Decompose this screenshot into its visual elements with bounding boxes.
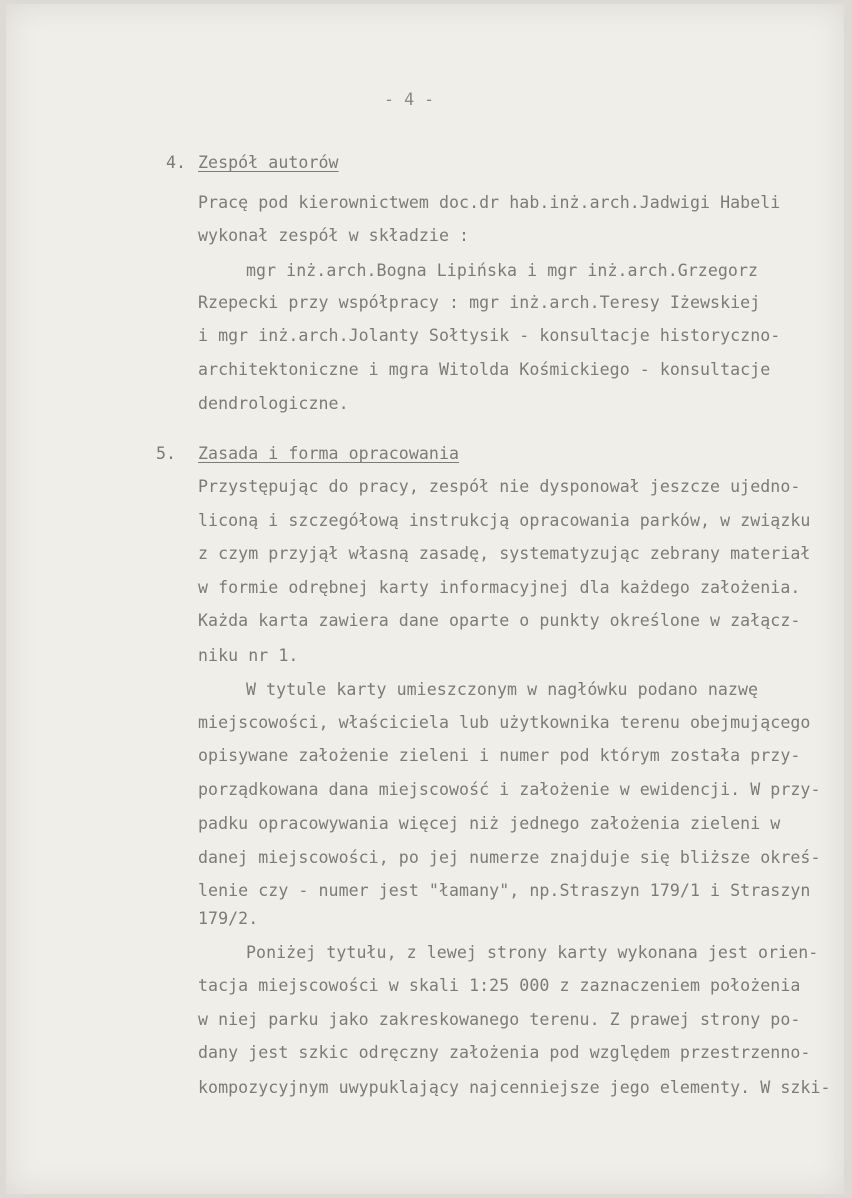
text-line: Przystępując do pracy, zespół nie dysponował jeszcze ujedno- xyxy=(198,477,801,496)
text-line: Poniżej tytułu, z lewej strony karty wykonana jest orien- xyxy=(246,943,819,962)
section-5-number: 5. xyxy=(156,444,177,463)
section-4-heading: Zespół autorów xyxy=(198,153,339,172)
text-line: tacja miejscowości w skali 1:25 000 z zaznaczeniem położenia xyxy=(198,976,801,995)
text-line: porządkowana dana miejscowość i założenie w ewidencji. W przy- xyxy=(198,780,821,799)
text-line: 179/2. xyxy=(198,909,259,928)
text-line: Każda karta zawiera dane oparte o punkty określone w załącz- xyxy=(198,611,801,630)
text-line: w niej parku jako zakreskowanego terenu. Z prawej strony po- xyxy=(198,1010,801,1029)
text-line: miejscowości, właściciela lub użytkownika terenu obejmującego xyxy=(198,713,811,732)
text-line: kompozycyjnym uwypuklający najcenniejsze jego elementy. W szki- xyxy=(198,1078,831,1097)
text-line: W tytule karty umieszczonym w nagłówku podano nazwę xyxy=(246,680,759,699)
text-line: opisywane założenie zieleni i numer pod którym została przy- xyxy=(198,746,801,765)
text-line: niku nr 1. xyxy=(198,646,299,665)
text-line: dany jest szkic odręczny założenia pod względem przestrzenno- xyxy=(198,1043,811,1062)
page-number: - 4 - xyxy=(384,90,435,109)
text-line: Pracę pod kierownictwem doc.dr hab.inż.arch.Jadwigi Habeli xyxy=(198,193,781,212)
document-page xyxy=(6,4,844,1194)
text-line: padku opracowywania więcej niż jednego założenia zieleni w xyxy=(198,814,781,833)
text-line: lenie czy - numer jest "łamany", np.Straszyn 179/1 i Straszyn xyxy=(198,881,811,900)
text-line: dendrologiczne. xyxy=(198,394,349,413)
text-line: w formie odrębnej karty informacyjnej dla każdego założenia. xyxy=(198,578,801,597)
section-4-number: 4. xyxy=(166,153,187,172)
text-line: wykonał zespół w składzie : xyxy=(198,226,470,245)
text-line: architektoniczne i mgra Witolda Kośmickiego - konsultacje xyxy=(198,360,771,379)
section-5-heading: Zasada i forma opracowania xyxy=(198,444,460,463)
text-line: i mgr inż.arch.Jolanty Sołtysik - konsultacje historyczno- xyxy=(198,326,781,345)
text-line: mgr inż.arch.Bogna Lipińska i mgr inż.arch.Grzegorz xyxy=(246,261,759,280)
text-line: z czym przyjął własną zasadę, systematyzując zebrany materiał xyxy=(198,544,811,563)
text-line: danej miejscowości, po jej numerze znajduje się bliższe okreś- xyxy=(198,848,821,867)
text-line: liconą i szczegółową instrukcją opracowania parków, w związku xyxy=(198,511,811,530)
text-line: Rzepecki przy współpracy : mgr inż.arch.Teresy Iżewskiej xyxy=(198,293,761,312)
